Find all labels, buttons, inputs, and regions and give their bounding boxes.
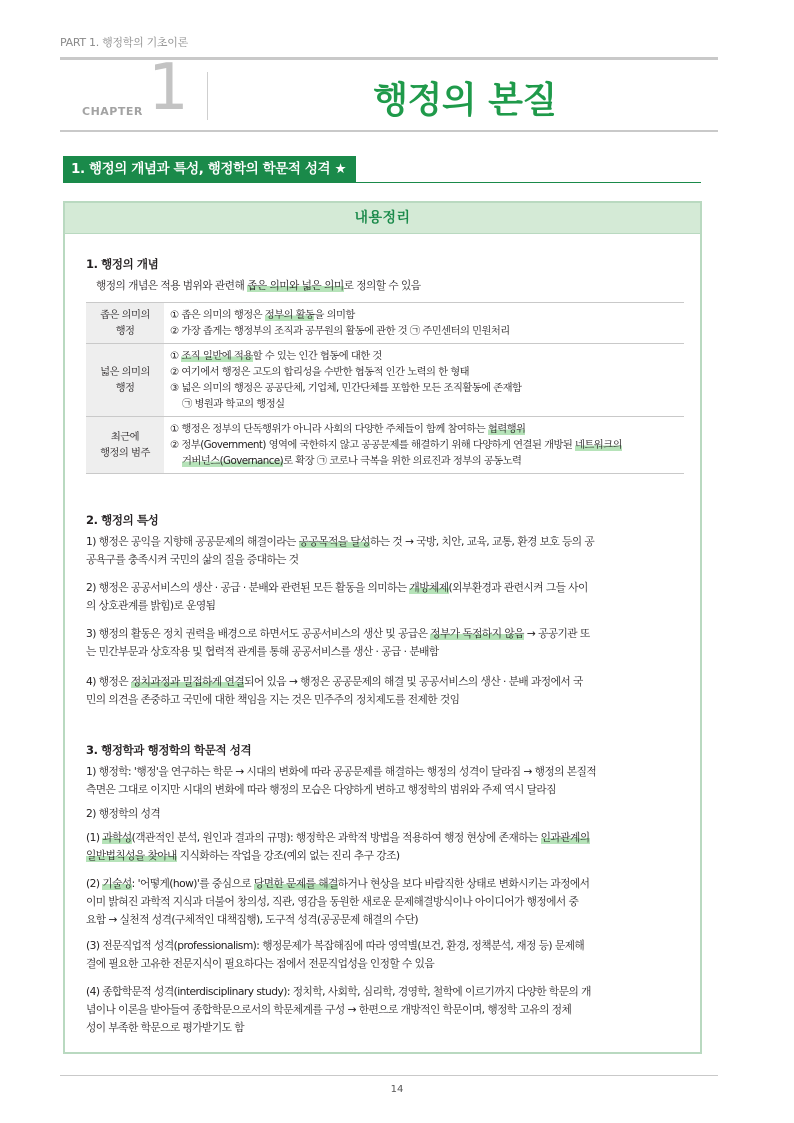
section1-intro: 행정의 개념은 적용 범위와 관련해 좁은 의미와 넓은 의미로 정의할 수 있음 (96, 279, 421, 292)
list-item: 1) 행정학: '행정'을 연구하는 학문 → 시대의 변화에 따라 공공문제를 해결하는 행정의 성격이 달라짐 → 행정의 본질적 (86, 765, 597, 778)
chapter-title: 행정의 본질 (373, 80, 557, 121)
list-item-cont: 념이나 이론을 받아들여 종합학문으로서의 학문체계를 구성 → 한편으로 개방적인 학문이며, 행정학 고유의 정체 (86, 1003, 572, 1016)
list-item-cont: 이미 밝혀진 과학적 지식과 더불어 창의성, 직관, 영감을 동원한 새로운 문제해결방식이나 아이디어가 행정에서 중 (86, 895, 579, 908)
list-item-cont: 공욕구를 충족시켜 국민의 삶의 질을 증대하는 것 (86, 553, 299, 566)
section1-heading: 1. 행정의 개념 (86, 257, 159, 271)
section-banner-rule (63, 182, 701, 183)
summary-box-title: 내용정리 (65, 203, 700, 234)
row-content: ① 행정은 정부의 단독행위가 아니라 사회의 다양한 주체들이 함께 참여하는 협력행위 ② 정부(Government) 영역에 국한하지 않고 공공문제를 해결하기 위해 다양하게 연결된 개방된 네트워크의 거버넌스(Governance)로 확장 ㉠ 코로나 극복을 위한 의료진과 정부의 공동노력 (164, 417, 684, 474)
list-item: 3) 행정의 활동은 정치 권력을 배경으로 하면서도 공공서비스의 생산 및 공급은 정부가 독점하지 않음 → 공공기관 또 (86, 627, 590, 640)
list-item: 2) 행정학의 성격 (86, 807, 161, 820)
list-item: (3) 전문직업적 성격(professionalism): 행정문제가 복잡해짐에 따라 영역별(보건, 환경, 정책분석, 재정 등) 문제해 (86, 939, 585, 952)
list-item: (2) 기술성: '어떻게(how)'를 중심으로 당면한 문제를 해결하거나 현상을 보다 바람직한 상태로 변화시키는 과정에서 (86, 877, 590, 890)
list-item-cont: 민의 의견을 존중하고 국민에 대한 책임을 지는 것은 민주주의 정치제도를 전제한 것임 (86, 693, 460, 706)
table-row (86, 303, 684, 344)
page-number: 14 (390, 1084, 404, 1095)
row-label: 좁은 의미의 행정 (86, 303, 164, 344)
list-item: 1) 행정은 공익을 지향해 공공문제의 해결이라는 공공목적을 달성하는 것 → 국방, 치안, 교육, 교통, 환경 보호 등의 공 (86, 535, 595, 548)
chapter-number: 1 (148, 51, 189, 125)
list-item-cont: 요함 → 실천적 성격(구체적인 대책집행), 도구적 성격(공공문제 해결의 수단) (86, 913, 418, 926)
row-label: 넓은 의미의 행정 (86, 344, 164, 417)
section3-heading: 3. 행정학과 행정학의 학문적 성격 (86, 743, 252, 757)
definition-table (86, 302, 684, 474)
list-item-cont: 는 민간부문과 상호작용 및 협력적 관계를 통해 공공서비스를 생산 · 공급 · 분배함 (86, 645, 439, 658)
table-row (86, 344, 684, 417)
row-content: ① 조직 일반에 적용할 수 있는 인간 협동에 대한 것 ② 여기에서 행정은 고도의 합리성을 수반한 협동적 인간 노력의 한 형태 ③ 넓은 의미의 행정은 공공단체, 기업체, 민간단체를 포함한 모든 조직활동에 존재함 ㉠ 병원과 학교의 행정실 (164, 344, 684, 417)
row-label: 최근에 행정의 범주 (86, 417, 164, 474)
row-content: ① 좁은 의미의 행정은 정부의 활동을 의미함 ② 가장 좁게는 행정부의 조직과 공무원의 활동에 관한 것 ㉠ 주민센터의 민원처리 (164, 303, 684, 344)
section2-heading: 2. 행정의 특성 (86, 513, 159, 527)
list-item: 2) 행정은 공공서비스의 생산 · 공급 · 분배와 관련된 모든 활동을 의미하는 개방체제(외부환경과 관련시켜 그들 사이 (86, 581, 588, 594)
list-item-cont: 일반법칙성을 찾아내 지식화하는 작업을 강조(예외 없는 진리 추구 강조) (86, 849, 400, 862)
list-item-cont: 성이 부족한 학문으로 평가받기도 함 (86, 1021, 245, 1034)
header-bottom-rule (60, 130, 718, 132)
list-item-cont: 의 상호관계를 밝힘)로 운영됨 (86, 599, 216, 612)
list-item-cont: 측면은 그대로 이지만 시대의 변화에 따라 행정의 모습은 다양하게 변하고 행정학의 범위와 주제 역시 달라짐 (86, 783, 556, 796)
list-item: (1) 과학성(객관적인 분석, 원인과 결과의 규명): 행정학은 과학적 방법을 적용하여 행정 현상에 존재하는 인과관계의 (86, 831, 590, 844)
chapter-divider (207, 72, 208, 120)
list-item-cont: 결에 필요한 고유한 전문지식이 필요하다는 점에서 전문직업성을 인정할 수 있음 (86, 957, 435, 970)
section-banner: 1. 행정의 개념과 특성, 행정학의 학문적 성격 ★ (63, 156, 356, 182)
chapter-label: CHAPTER (82, 105, 143, 118)
list-item: (4) 종합학문적 성격(interdisciplinary study): 정치학, 사회학, 심리학, 경영학, 철학에 이르기까지 다양한 학문의 개 (86, 985, 591, 998)
list-item: 4) 행정은 정치과정과 밀접하게 연결되어 있음 → 행정은 공공문제의 해결 및 공공서비스의 생산 · 분배 과정에서 국 (86, 675, 583, 688)
table-row (86, 417, 684, 474)
part-header: PART 1. 행정학의 기초이론 (60, 36, 188, 49)
footer-rule (60, 1075, 718, 1076)
